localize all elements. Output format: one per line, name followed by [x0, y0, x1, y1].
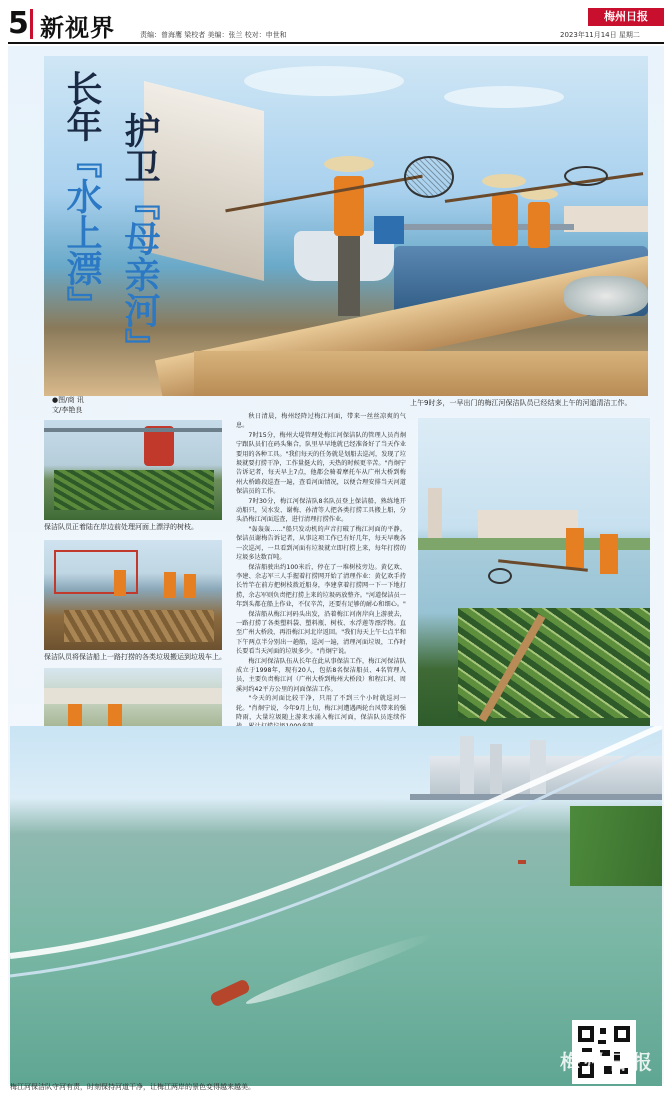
deck-floor — [194, 351, 648, 396]
paragraph: 7时15分，梅州大堤管理处梅江河保洁队的管理人员肖炯宁跟队员们在码头集合，队里早早地就已经准备好了当天作业要用的各种工具。"我们每天的任务就是划船去巡河，发现了垃圾就要打捞干净，工作量挺大的，天热的时候更辛苦。"肖炯宁告诉记者，每天早上7点，他都会骑着摩托车从广州大桥到梅州大桥路段巡查一遍，查看河面情况，以便合理安排当天河道保洁员的工作。 — [236, 431, 406, 496]
headline-text: 长年 — [61, 70, 103, 142]
railing — [44, 688, 222, 704]
photo-two-cleaners — [418, 418, 650, 732]
paragraph: "今天的河面比较干净，只用了不到三个小时就巡河一轮。"肖炯宁说，今年9月上旬，梅江河遭遇两轮台风带来的强降雨，大量垃圾随上游来水涌入梅江河面，保洁队员连续作 — [236, 695, 406, 721]
byline — [52, 395, 84, 415]
riverside-building — [144, 81, 264, 281]
page-number: 5 — [8, 6, 29, 41]
worker-figure — [492, 194, 518, 246]
far-buildings — [564, 206, 648, 232]
worker-figure — [566, 528, 584, 568]
paragraph: 保洁船从梅江河码头出发，沿着梅江河南岸向上游驶去，一路打捞了各类塑料袋、塑料瓶、树枝、水浮莲等漂浮物。直至广州大桥段，再沿梅江河北岸返回。"我们每天上午七点半和下午两点半分别出一趟船，巡河一遍，清理河面垃圾，工作时长要看当天河面的垃圾多少。"肖炯宁说。 — [236, 610, 406, 656]
coiled-rope — [564, 276, 648, 316]
fishing-net — [404, 156, 454, 198]
header-divider — [30, 9, 33, 39]
newspaper-logo: 梅州日报 — [588, 8, 664, 26]
worker-hat — [324, 156, 374, 172]
city-buildings — [478, 510, 578, 540]
byline-photo: ●图/商 讯 — [52, 396, 84, 404]
caption-bottom: 梅江河保洁队守河有责，时刻保持河道干净，让梅江两岸的景色变得越来越美。 — [10, 1083, 255, 1091]
headline-sub — [110, 112, 160, 364]
headline-quote: 『母亲河』 — [119, 184, 161, 364]
caption-photo2: 保洁队员将保洁船上一路打捞的各类垃圾搬运到垃圾车上。 — [44, 653, 226, 661]
worker-figure — [144, 426, 174, 466]
header-rule — [8, 42, 664, 44]
caption-photo1: 保洁队员正着陆在岸边前处理河面上漂浮的树枝。 — [44, 523, 198, 531]
worker-figure — [600, 534, 618, 574]
paragraph: 梅江河保洁队伍从长年在此从事保洁工作，梅江河保洁队成立于1998年，现有20人，包括8名保洁船员、4名管理人员，主要负责梅江河（广州大桥到梅州大桥段）和程江河、周溪河约42平方公里的河面保洁工作。 — [236, 657, 406, 693]
photo-riverbank-cleanup — [44, 420, 222, 520]
publication-date: 2023年11月14日 星期二 — [560, 31, 640, 39]
cloud — [244, 66, 404, 96]
worker-figure — [184, 574, 196, 598]
worker-legs — [338, 236, 360, 316]
worker-hat — [482, 174, 526, 188]
editor-credits: 责编：曾海鹰 梁校者 美编：张兰 校对：申世和 — [140, 31, 287, 39]
headline-quote: 『水上漂』 — [61, 142, 103, 322]
headline-text: 护卫 — [119, 112, 161, 184]
worker-figure — [114, 570, 126, 596]
worker-figure — [164, 572, 176, 598]
byline-text: 文/李艳良 — [52, 406, 83, 414]
boat-cabin — [374, 216, 404, 244]
cloud — [444, 86, 564, 108]
photo-unloading-garbage — [44, 540, 222, 650]
worker-figure — [528, 202, 550, 248]
newspaper-watermark: 梅州日报 — [560, 1050, 656, 1074]
paragraph: 7时30分，梅江河保洁队8名队员登上保洁船，熟练地开动船只，吴水发、谢梅、孙清等人把各类打捞工具搬上船，分头沿梅江河面巡查，进行清理打捞作业。 — [236, 497, 406, 524]
bottom-panorama-photo — [10, 726, 662, 1086]
bridge-rail — [44, 428, 222, 432]
decorative-arc — [10, 726, 662, 1086]
fishing-net — [564, 166, 608, 186]
paragraph: 保洁船驶出约100米后，停在了一堆树枝旁边。黄亿欢、李建、余志军三人手握着打捞网开始了清理作业：黄亿欢手持长竹竿在前方把树枝拨近船身，李建拿着打捞网一下一下地打捞，余志军则负责把打捞上来的垃圾码放整齐。"河道保洁员一年到头都在船上作业，不仅辛苦，还要有足够的耐心和细心。" — [236, 563, 406, 609]
fishing-net — [488, 568, 512, 584]
hero-caption: 上午9时多，一早出门的梅江河保洁队员已经结束上午的河道清洁工作。 — [410, 399, 632, 407]
floating-branches — [54, 470, 214, 510]
paragraph: 秋日清晨，梅州经降过梅江河面，带来一丝丝凉爽的气息。 — [236, 413, 406, 430]
garbage-pile — [64, 610, 214, 642]
paragraph: "轰轰轰……"船只发动机的声音打破了梅江河面的平静。保洁员谢梅告诉记者，从事这项工作已有好几年，每天早晚各一次巡河，一旦看到河面有垃圾就立即打捞上来，每年打捞的垃圾多达数百吨。 — [236, 525, 406, 562]
headline-main — [52, 70, 102, 322]
section-title: 新视界 — [40, 14, 115, 42]
